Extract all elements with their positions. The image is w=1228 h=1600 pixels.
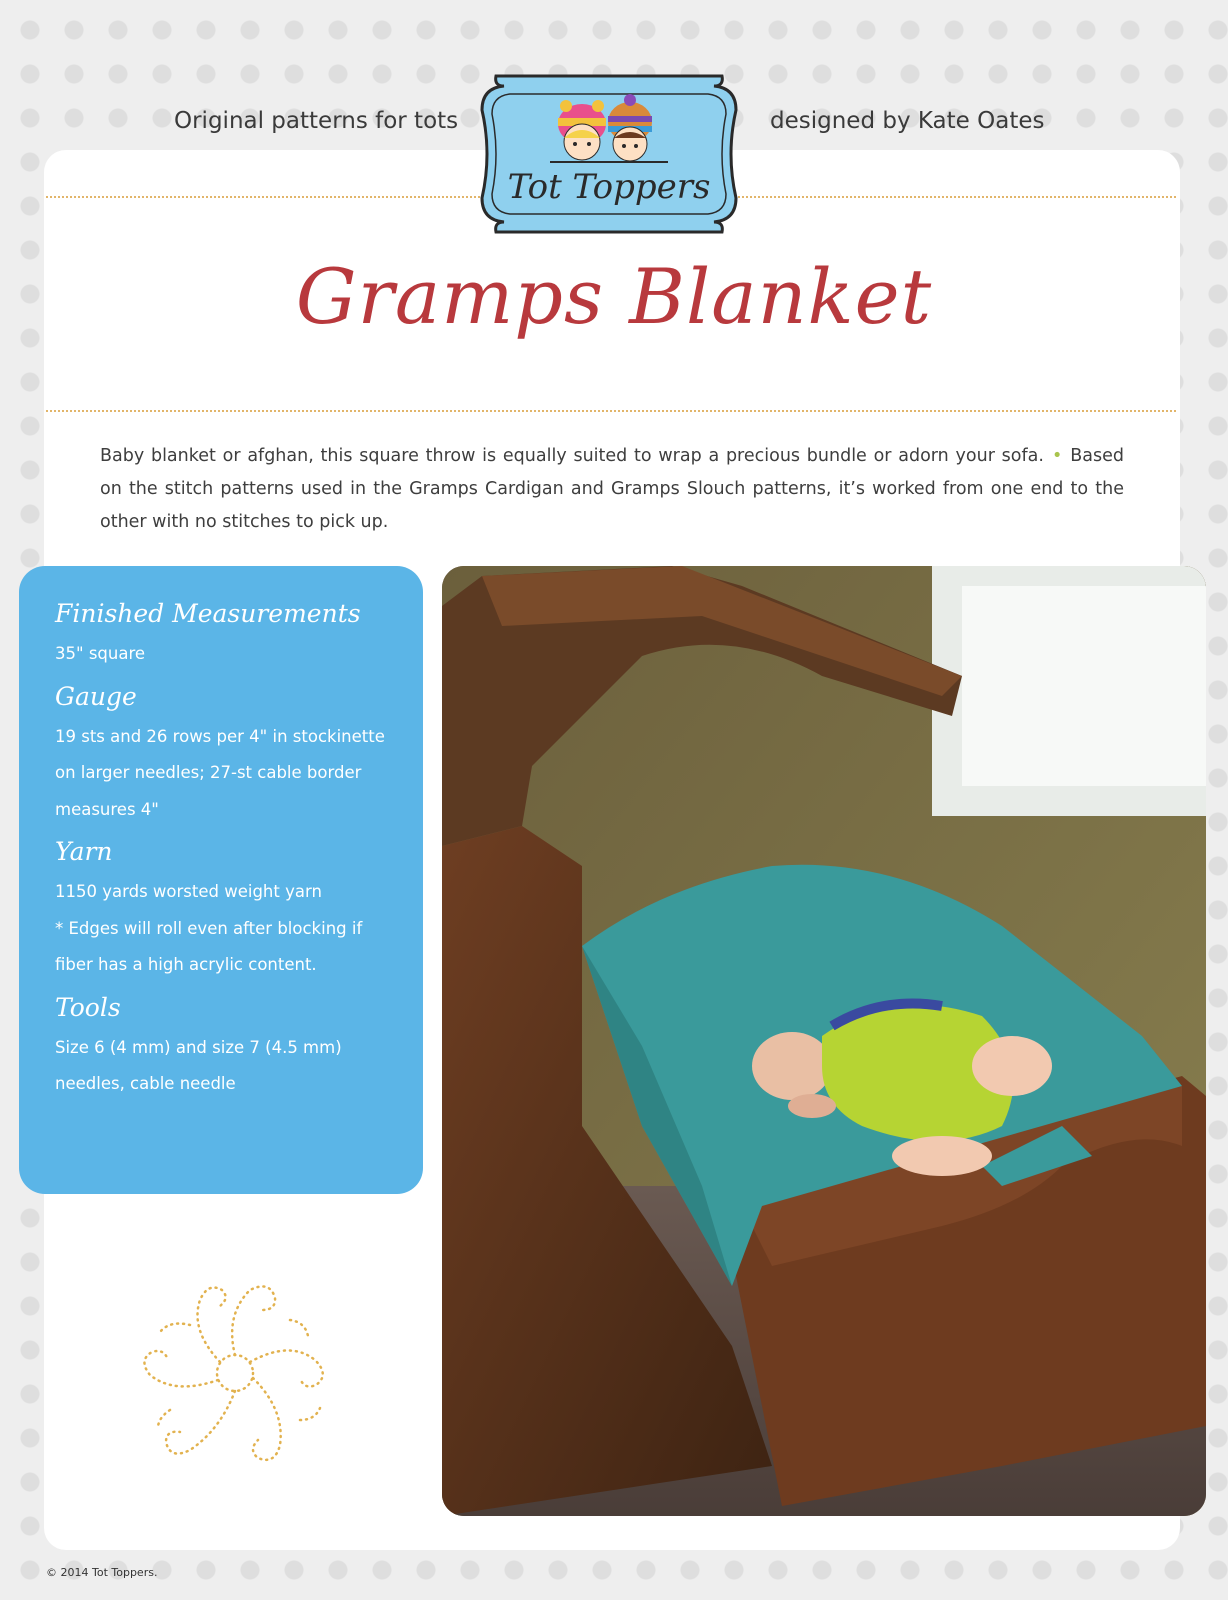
header-tagline: Original patterns for tots: [174, 108, 459, 134]
finished-measurements-title: Finished Measurements: [55, 599, 361, 628]
flourish-ornament-icon: [130, 1270, 340, 1476]
intro-text-1: Baby blanket or afghan, this square throw is equally suited to wrap a precious bundle or adorn your sofa.: [100, 446, 1044, 466]
intro-bullet: •: [1051, 446, 1063, 466]
baby-in-cradle-photo: [442, 566, 1206, 1516]
gauge-line-1: 19 sts and 26 rows per 4" in stockinette: [55, 726, 385, 746]
tools-title: Tools: [55, 992, 121, 1022]
gauge-title: Gauge: [55, 681, 137, 711]
page-title: Gramps Blanket: [295, 252, 933, 341]
copyright-notice: © 2014 Tot Toppers.: [46, 1566, 158, 1579]
header-designer: designed by Kate Oates: [770, 108, 1045, 134]
finished-measurements-text: 35" square: [55, 644, 146, 663]
logo-text: Tot Toppers: [507, 167, 711, 207]
yarn-line-1: 1150 yards worsted weight yarn: [55, 882, 322, 901]
gauge-line-2: on larger needles; 27-st cable border: [55, 763, 362, 782]
yarn-line-2: * Edges will roll even after blocking if: [55, 918, 363, 938]
tools-line-1: Size 6 (4 mm) and size 7 (4.5 mm): [55, 1037, 342, 1057]
yarn-title: Yarn: [55, 837, 113, 866]
title-divider: [46, 410, 1176, 412]
pattern-info-box: [19, 566, 423, 1194]
tot-toppers-logo: [474, 66, 744, 242]
intro-text-2: Based on the stitch patterns used in the Gramps Cardigan and Gramps Slouch patterns, it’s worked from one end to the other with no stitches to pick up.: [100, 446, 1124, 532]
tools-line-2: needles, cable needle: [55, 1074, 236, 1093]
yarn-line-3: fiber has a high acrylic content.: [55, 955, 317, 974]
gauge-line-3: measures 4": [55, 799, 159, 819]
intro-paragraph: [100, 440, 1124, 539]
